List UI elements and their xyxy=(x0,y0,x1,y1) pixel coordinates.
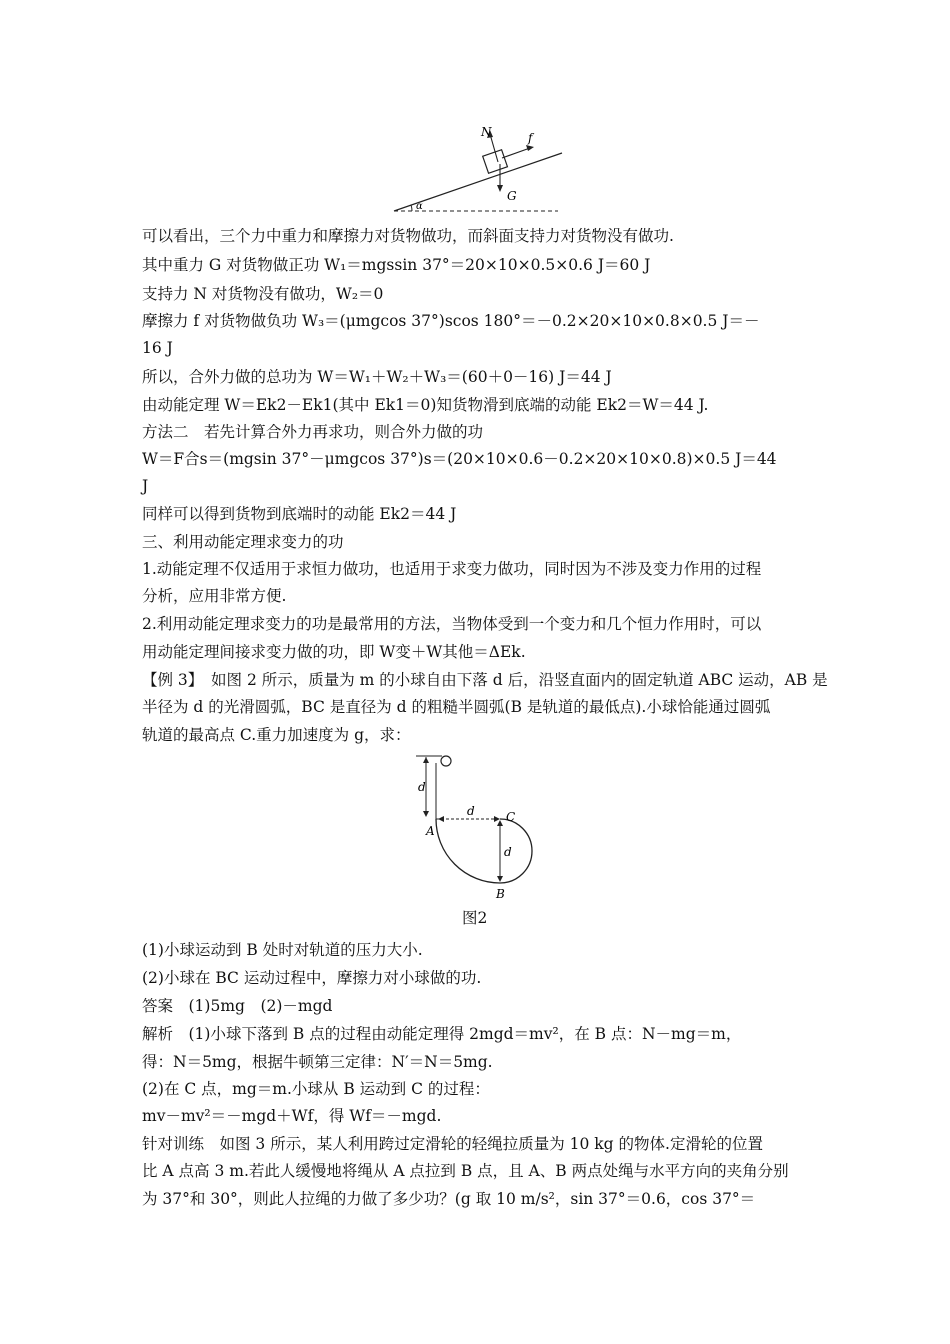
text-line: 轨道的最高点 C.重力加速度为 g，求： xyxy=(142,726,411,744)
text-line: W＝F合s＝(mgsin 37°－μmgcos 37°)s＝(20×10×0.6－0.2×20×10×0.8)×0.5 J＝44 xyxy=(142,450,777,468)
example-heading: 【例 3】 如图 2 所示，质量为 m 的小球自由下落 d 后，沿竖直面内的固定轨道 ABC 运动，AB 是 xyxy=(142,671,828,689)
text-line: 分析，应用非常方便. xyxy=(142,587,287,605)
text-line: 1.动能定理不仅适用于求恒力做功，也适用于求变力做功，同时因为不涉及变力作用的过程 xyxy=(142,560,762,578)
text-line: 比 A 点高 3 m.若此人缓慢地将绳从 A 点拉到 B 点，且 A、B 两点处绳与水平方向的夹角分别 xyxy=(142,1162,789,1180)
track-diagram xyxy=(410,753,550,903)
practice-heading: 针对训练 如图 3 所示，某人利用跨过定滑轮的轻绳拉质量为 10 kg 的物体.定滑轮的位置 xyxy=(142,1135,763,1153)
text-line: 同样可以得到货物到底端时的动能 Ek2＝44 J xyxy=(142,505,457,523)
label-B: B xyxy=(496,887,505,901)
text-line: 16 J xyxy=(142,339,173,357)
text-line: 得：N＝5mg，根据牛顿第三定律：N′＝N＝5mg. xyxy=(142,1053,493,1071)
question-2: (2)小球在 BC 运动过程中，摩擦力对小球做的功. xyxy=(142,969,482,987)
text-line: 2.利用动能定理求变力的功是最常用的方法，当物体受到一个变力和几个恒力作用时，可以 xyxy=(142,615,762,633)
answer-line: 答案 (1)5mg (2)－mgd xyxy=(142,997,333,1015)
text-line: 用动能定理间接求变力做的功，即 W变＋W其他＝ΔEk. xyxy=(142,643,526,661)
label-alpha: α xyxy=(416,201,423,212)
text-line: 其中重力 G 对货物做正功 W₁＝mgssin 37°＝20×10×0.5×0.6 J＝60 J xyxy=(142,256,651,274)
text-line: J xyxy=(142,477,149,495)
text-line: (2)在 C 点，mg＝m.小球从 B 运动到 C 的过程： xyxy=(142,1080,490,1098)
label-f: f xyxy=(528,131,533,145)
text-line: mv－mv²＝－mgd＋Wf，得 Wf＝－mgd. xyxy=(142,1107,442,1125)
text-line: 所以，合外力做的总功为 W＝W₁＋W₂＋W₃＝(60＋0－16) J＝44 J xyxy=(142,368,612,386)
label-d-right: d xyxy=(504,845,512,859)
section-heading: 三、利用动能定理求变力的功 xyxy=(142,533,344,551)
text-line: 摩擦力 f 对货物做负功 W₃＝(μmgcos 37°)scos 180°＝－0.2×20×10×0.8×0.5 J＝－ xyxy=(142,312,760,330)
text-line: 由动能定理 W＝Ek2－Ek1(其中 Ek1＝0)知货物滑到底端的动能 Ek2＝W＝44 J. xyxy=(142,396,709,414)
incline-force-diagram xyxy=(380,118,580,218)
label-G: G xyxy=(507,189,517,203)
text-line: 方法二 若先计算合外力再求功，则合外力做的功 xyxy=(142,423,484,441)
label-N: N xyxy=(481,125,492,139)
text-line: 支持力 N 对货物没有做功，W₂＝0 xyxy=(142,285,384,303)
question-1: (1)小球运动到 B 处时对轨道的压力大小. xyxy=(142,941,423,959)
label-A: A xyxy=(426,824,435,838)
label-C: C xyxy=(506,810,516,824)
figure-caption: 图2 xyxy=(462,909,488,927)
text-line: 可以看出，三个力中重力和摩擦力对货物做功，而斜面支持力对货物没有做功. xyxy=(142,227,674,245)
analysis-line: 解析 (1)小球下落到 B 点的过程由动能定理得 2mgd＝mv²，在 B 点：N－mg＝m， xyxy=(142,1025,742,1043)
text-line: 为 37°和 30°，则此人拉绳的力做了多少功？(g 取 10 m/s²，sin 37°＝0.6，cos 37°＝ xyxy=(142,1190,756,1208)
label-d-top: d xyxy=(418,780,426,794)
label-d-mid: d xyxy=(467,804,475,818)
text-line: 半径为 d 的光滑圆弧，BC 是直径为 d 的粗糙半圆弧(B 是轨道的最低点).小球恰能通过圆弧 xyxy=(142,698,771,716)
